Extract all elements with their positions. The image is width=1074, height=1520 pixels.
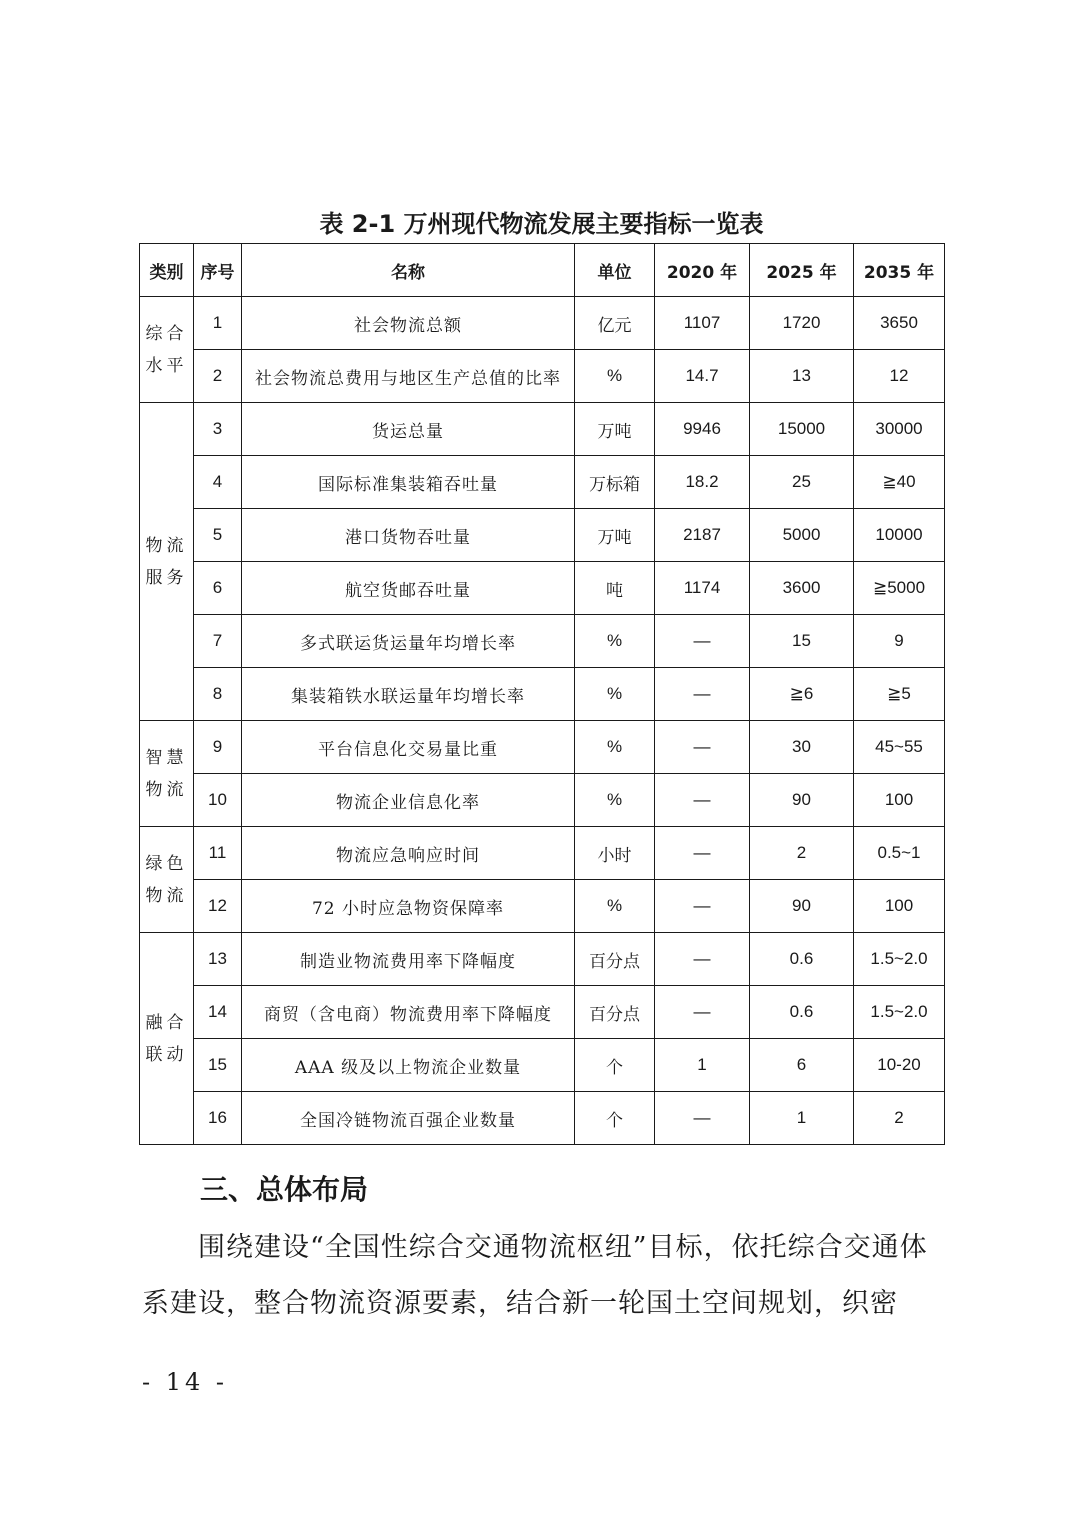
row-no: 2: [194, 350, 242, 403]
row-2035: ≧5: [854, 668, 945, 721]
row-2020: —: [655, 827, 750, 880]
row-name: AAA 级及以上物流企业数量: [242, 1039, 575, 1092]
row-2020: —: [655, 721, 750, 774]
col-header-no: 序号: [194, 244, 242, 297]
row-no: 14: [194, 986, 242, 1039]
row-name: 全国冷链物流百强企业数量: [242, 1092, 575, 1145]
col-header-unit: 单位: [575, 244, 655, 297]
row-2020: 9946: [655, 403, 750, 456]
col-header-name: 名称: [242, 244, 575, 297]
row-unit: 万标箱: [575, 456, 655, 509]
row-2020: —: [655, 933, 750, 986]
row-2035: 45~55: [854, 721, 945, 774]
row-no: 7: [194, 615, 242, 668]
row-2020: —: [655, 1092, 750, 1145]
body-paragraph: 围绕建设“全国性综合交通物流枢纽”目标，依托综合交通体系建设，整合物流资源要素，结合新一轮国土空间规划，织密: [142, 1232, 928, 1319]
row-name: 制造业物流费用率下降幅度: [242, 933, 575, 986]
table-row: [140, 403, 945, 456]
table-row: [140, 668, 945, 721]
row-no: 8: [194, 668, 242, 721]
page-number: - 14 -: [142, 1368, 229, 1396]
row-unit: 亿元: [575, 297, 655, 350]
category-line: 智慧: [145, 747, 188, 768]
row-2020: —: [655, 774, 750, 827]
table-row: [140, 1039, 945, 1092]
row-no: 13: [194, 933, 242, 986]
row-2025: 90: [750, 880, 854, 933]
row-unit: 个: [575, 1039, 655, 1092]
row-2020: 14.7: [655, 350, 750, 403]
category-cell: [140, 403, 194, 721]
row-no: 4: [194, 456, 242, 509]
row-name: 社会物流总费用与地区生产总值的比率: [242, 350, 575, 403]
row-unit: %: [575, 668, 655, 721]
row-2020: 1174: [655, 562, 750, 615]
row-name: 货运总量: [242, 403, 575, 456]
col-header-2025: 2025 年: [750, 244, 854, 297]
row-2035: ≧5000: [854, 562, 945, 615]
category-line: 物流: [145, 779, 188, 800]
row-name: 商贸（含电商）物流费用率下降幅度: [242, 986, 575, 1039]
row-unit: %: [575, 350, 655, 403]
row-2035: ≧40: [854, 456, 945, 509]
table-caption: 表 2-1 万州现代物流发展主要指标一览表: [319, 210, 764, 238]
table-row: [140, 986, 945, 1039]
row-name: 平台信息化交易量比重: [242, 721, 575, 774]
row-name: 社会物流总额: [242, 297, 575, 350]
category-cell: [140, 297, 194, 403]
section-heading: 三、总体布局: [200, 1173, 369, 1206]
indicators-table: [139, 243, 945, 1145]
row-2025: ≧6: [750, 668, 854, 721]
row-no: 12: [194, 880, 242, 933]
row-2025: 1: [750, 1092, 854, 1145]
table-row: [140, 774, 945, 827]
row-2025: 6: [750, 1039, 854, 1092]
row-unit: %: [575, 615, 655, 668]
row-no: 15: [194, 1039, 242, 1092]
row-unit: 百分点: [575, 986, 655, 1039]
row-no: 9: [194, 721, 242, 774]
table-row: [140, 721, 945, 774]
row-2025: 3600: [750, 562, 854, 615]
row-2020: —: [655, 986, 750, 1039]
row-2020: 1: [655, 1039, 750, 1092]
table-row: [140, 615, 945, 668]
col-header-2020: 2020 年: [655, 244, 750, 297]
row-name: 多式联运货运量年均增长率: [242, 615, 575, 668]
row-no: 10: [194, 774, 242, 827]
row-2035: 0.5~1: [854, 827, 945, 880]
row-name: 物流企业信息化率: [242, 774, 575, 827]
category-line: 联动: [145, 1044, 188, 1065]
table-row: [140, 933, 945, 986]
row-2025: 15000: [750, 403, 854, 456]
row-2035: 10000: [854, 509, 945, 562]
category-line: 综合: [145, 323, 188, 344]
row-2025: 5000: [750, 509, 854, 562]
row-unit: %: [575, 880, 655, 933]
row-name: 港口货物吞吐量: [242, 509, 575, 562]
category-line: 融合: [145, 1012, 188, 1033]
row-2035: 2: [854, 1092, 945, 1145]
row-2025: 90: [750, 774, 854, 827]
table-row: [140, 350, 945, 403]
category-line: 水平: [145, 355, 188, 376]
row-name: 72 小时应急物资保障率: [242, 880, 575, 933]
row-unit: %: [575, 774, 655, 827]
row-2035: 9: [854, 615, 945, 668]
category-cell: [140, 933, 194, 1145]
row-unit: 万吨: [575, 403, 655, 456]
col-header-category: 类别: [140, 244, 194, 297]
table-row: [140, 297, 945, 350]
category-line: 绿色: [145, 853, 188, 874]
table-row: [140, 509, 945, 562]
category-cell: [140, 827, 194, 933]
row-2035: 1.5~2.0: [854, 933, 945, 986]
row-2025: 0.6: [750, 986, 854, 1039]
row-no: 16: [194, 1092, 242, 1145]
category-line: 物流: [145, 535, 188, 556]
row-2035: 3650: [854, 297, 945, 350]
row-2025: 0.6: [750, 933, 854, 986]
row-2025: 2: [750, 827, 854, 880]
row-2020: —: [655, 668, 750, 721]
row-no: 11: [194, 827, 242, 880]
row-2035: 30000: [854, 403, 945, 456]
table-row: [140, 880, 945, 933]
row-unit: 吨: [575, 562, 655, 615]
row-name: 集装箱铁水联运量年均增长率: [242, 668, 575, 721]
table-header-row: [140, 244, 945, 297]
row-2035: 100: [854, 880, 945, 933]
row-no: 1: [194, 297, 242, 350]
row-2035: 12: [854, 350, 945, 403]
row-2020: 1107: [655, 297, 750, 350]
table-row: [140, 827, 945, 880]
row-2025: 30: [750, 721, 854, 774]
row-unit: 个: [575, 1092, 655, 1145]
row-name: 国际标准集装箱吞吐量: [242, 456, 575, 509]
row-unit: %: [575, 721, 655, 774]
table-row: [140, 1092, 945, 1145]
row-unit: 万吨: [575, 509, 655, 562]
row-2035: 1.5~2.0: [854, 986, 945, 1039]
row-2025: 1720: [750, 297, 854, 350]
row-2025: 13: [750, 350, 854, 403]
row-no: 5: [194, 509, 242, 562]
row-2020: —: [655, 615, 750, 668]
category-line: 物流: [145, 885, 188, 906]
row-2020: 18.2: [655, 456, 750, 509]
row-2025: 15: [750, 615, 854, 668]
col-header-2035: 2035 年: [854, 244, 945, 297]
row-2020: 2187: [655, 509, 750, 562]
table-row: [140, 456, 945, 509]
table-row: [140, 562, 945, 615]
row-2025: 25: [750, 456, 854, 509]
row-no: 6: [194, 562, 242, 615]
row-unit: 小时: [575, 827, 655, 880]
row-name: 物流应急响应时间: [242, 827, 575, 880]
row-2035: 10-20: [854, 1039, 945, 1092]
category-line: 服务: [145, 567, 188, 588]
row-2035: 100: [854, 774, 945, 827]
row-name: 航空货邮吞吐量: [242, 562, 575, 615]
row-unit: 百分点: [575, 933, 655, 986]
row-2020: —: [655, 880, 750, 933]
category-cell: [140, 721, 194, 827]
row-no: 3: [194, 403, 242, 456]
